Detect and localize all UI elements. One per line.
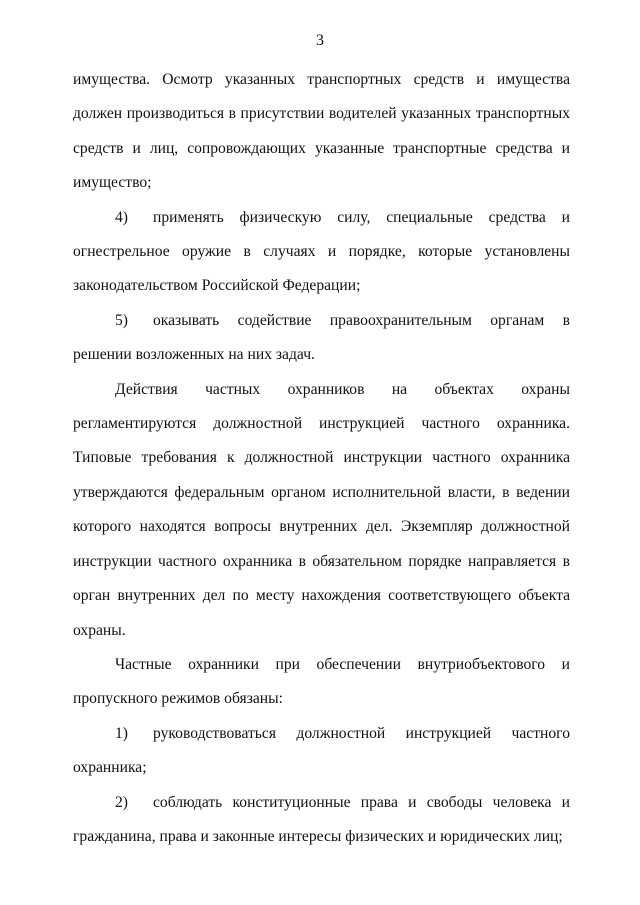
paragraph-text: имущества. Осмотр указанных транспортных средств и имущества должен производиться в присутствии водителей указанных транспортных средств и лиц, сопровождающих указанные транспортные средства и имущество; — [73, 71, 570, 192]
list-item-4 — [73, 201, 570, 304]
paragraph-guard-duties-intro — [73, 648, 570, 717]
list-item-text: оказывать содействие правоохранительным органам в решении возложенных на них задач. — [73, 311, 570, 364]
list-item-5 — [73, 304, 570, 373]
list-item-1 — [73, 717, 570, 786]
list-marker: 2) — [115, 793, 128, 811]
paragraph-guard-actions — [73, 373, 570, 648]
list-marker: 1) — [115, 724, 128, 742]
list-item-text: применять физическую силу, специальные средства и огнестрельное оружие в случаях и порядке, которые установлены законодательством Российской Федерации; — [73, 208, 570, 295]
paragraph-continuation — [73, 63, 570, 201]
list-marker: 5) — [115, 311, 128, 329]
list-item-2 — [73, 786, 570, 855]
paragraph-text: Частные охранники при обеспечении внутриобъектового и пропускного режимов обязаны: — [73, 655, 570, 708]
page-number: 3 — [316, 32, 324, 49]
document-body — [73, 63, 570, 854]
list-item-text: руководствоваться должностной инструкцией частного охранника; — [73, 724, 570, 777]
list-marker: 4) — [115, 208, 128, 226]
paragraph-text: Действия частных охранников на объектах охраны регламентируются должностной инструкцией частного охранника. Типовые требования к должностной инструкции частного охранника утверждаются федеральным органом исполнительной власти, в ведении которого находятся вопросы внутренних дел. Экземпляр должностной инструкции частного охранника в обязательном порядке направляется в орган внутренних дел по месту нахождения соответствующего объекта охраны. — [73, 380, 570, 639]
list-item-text: соблюдать конституционные права и свободы человека и гражданина, права и законные интересы физических и юридических лиц; — [73, 793, 570, 845]
